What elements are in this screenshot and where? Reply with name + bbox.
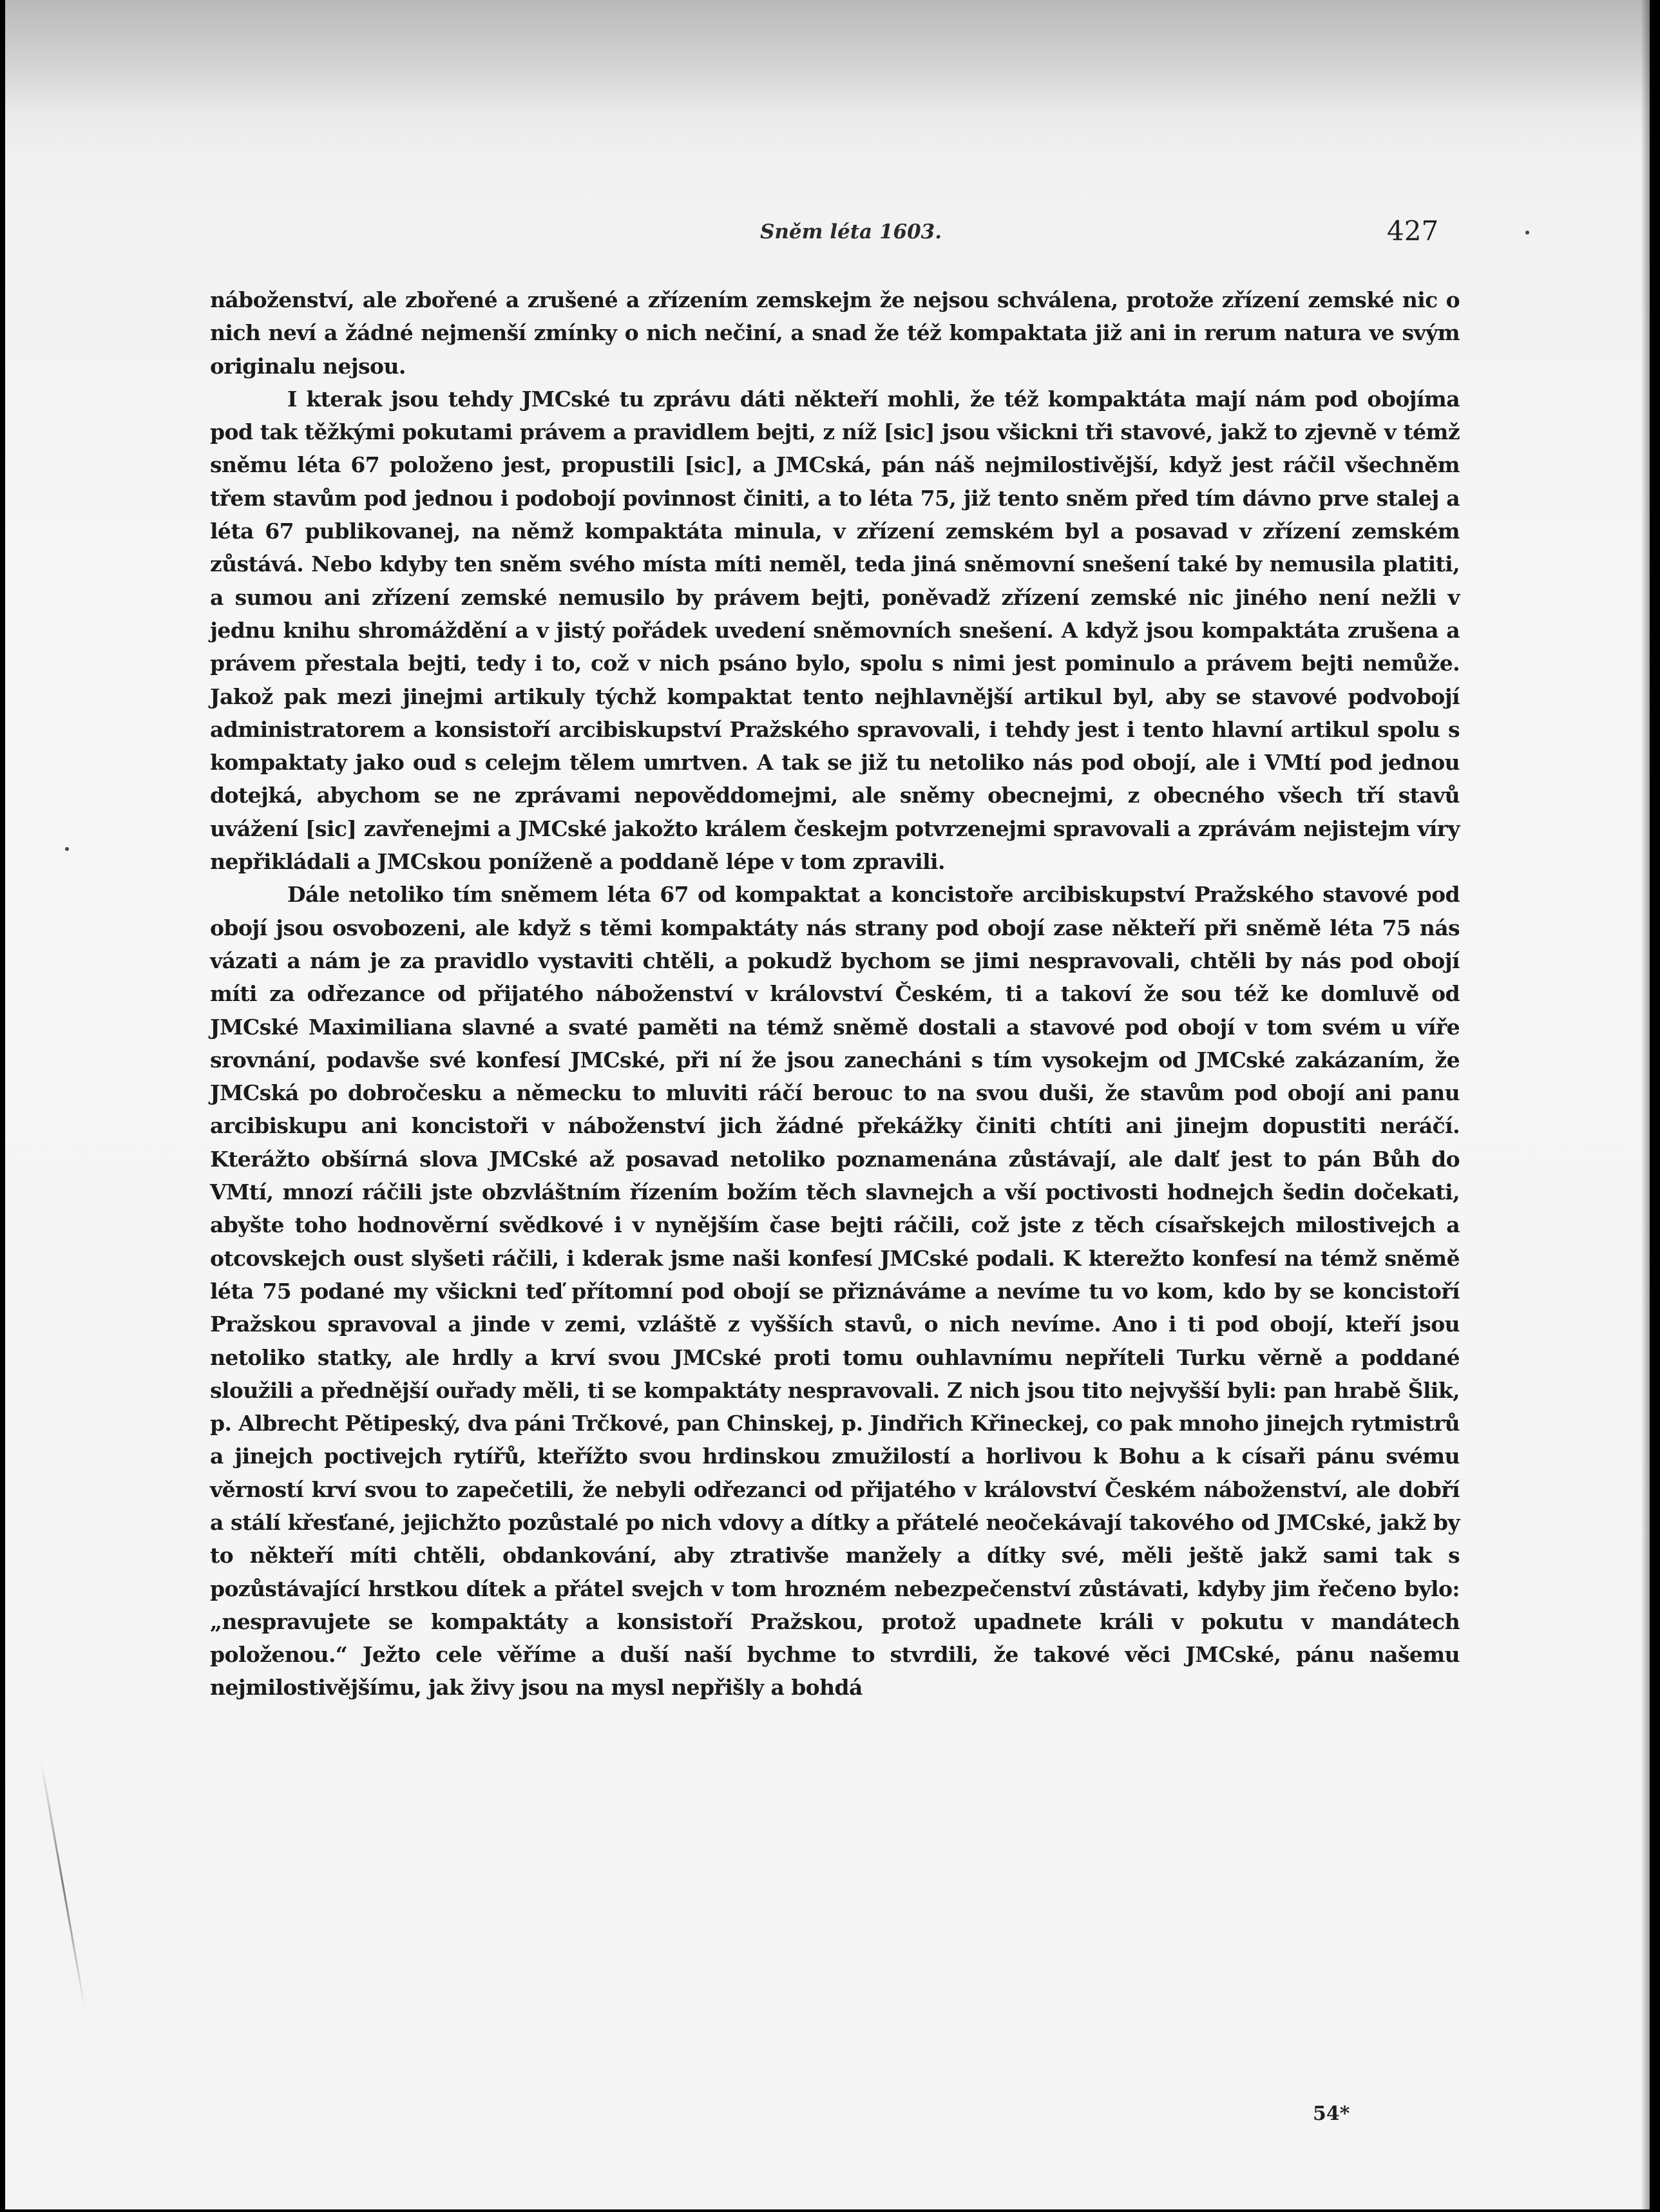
paragraph: I kterak jsou tehdy JMCské tu zprávu dáti někteří mohli, že též kompaktáta mají nám pod obojíma pod tak těžkými pokutami právem a pravidlem bejti, z níž [sic] jsou všickni tři stavové, jakž to zjevně v témž sněmu léta 67 položeno jest, propustili [sic], a JMCská, pán náš nejmilostivější, když jest ráčil všechněm třem stavům pod jednou i podobojí povinnost činiti, a to léta 75, již tento sněm před tím dávno prve stalej a léta 67 publikovanej, na němž kompaktáta minula, v zřízení zemském byl a posavad v zřízení zemském zůstává. Nebo kdyby ten sněm svého místa míti neměl, teda jiná sněmovní snešení také by nemusila platiti, a sumou ani zřízení zemské nemusilo by právem bejti, poněvadž zřízení zemské nic jiného není nežli v jednu knihu shromáždění a v jistý pořádek uvedení sněmovních snešení. A když jsou kompaktáta zrušena a právem přestala bejti, tedy i to, což v nich psáno bylo, spolu s nimi jest pominulo a právem bejti nemůže. Jakož pak mezi jinejmi artikuly týchž kompaktat tento nejhlavnější artikul byl, aby se stavové podvobojí administratorem a konsistoří arcibiskupství Pražského spravovali, i tehdy jest i tento hlavní artikul spolu s kompaktaty jako oud s celejm tělem umrtven. A tak se již tu netoliko nás pod obojí, ale i VMtí pod jednou dotejká, abychom se ne zprávami nepověddomejmi, ale sněmy obecnejmi, z obecného všech tří stavů uvážení [sic] zavřenejmi a JMCské jakožto králem českejm potvrzenejmi spravovali a zprávám nejistejm víry nepřikládali a JMCskou poníženě a poddaně lépe v tom zpravili. [210, 386, 1460, 875]
scan-right-edge [1641, 0, 1650, 2209]
document-page [5, 0, 1650, 2209]
speck-mark [1525, 231, 1529, 234]
paragraph: Dále netoliko tím sněmem léta 67 od kompaktat a koncistoře arcibiskupství Pražského stavové pod obojí jsou osvobozeni, ale když s těmi kompaktáty nás strany pod obojí zase někteří při sněmě léta 75 nás vázati a nám je za pravidlo vystaviti chtěli, a pokudž bychom se jimi nespravovali, chtěli by nás pod obojí míti za odřezance od přijatého náboženství v království Českém, ti a takoví že sou též ke domluvě od JMCské Maximiliana slavné a svaté paměti na témž sněmě dostali a stavové pod obojí v tom svém u víře srovnání, podavše své konfesí JMCské, při ní že jsou zanecháni s tím vysokejm od JMCské zakázaním, že JMCská po dobročesku a německu to mluviti ráčí berouc to na svou duši, že stavům pod obojí ani panu arcibiskupu ani koncistoři v náboženství jich žádné překážky činiti chtíti ani jinejm dopustiti neráčí. Kterážto obšírná slova JMCské až posavad netoliko poznamenána zůstávají, ale dalť jest to pán Bůh do VMtí, mnozí ráčili jste obzvláštním řízením božím těch slavnejch a vší poctivosti hodnejch šedin dočekati, abyšte toho hodnověrní svědkové i v nynějším čase bejti ráčili, což jste z těch císařskejch milostivejch a otcovskejch oust slyšeti ráčili, i kderak jsme naši konfesí JMCské podali. K kterežto konfesí na témž sněmě léta 75 podané my všickni teď přítomní pod obojí se přiznáváme a nevíme tu vo kom, kdo by se koncistoří Pražskou spravoval a jinde v zemi, vzláště z vyšších stavů, o nich nevíme. Ano i ti pod obojí, kteří jsou netoliko statky, ale hrdly a krví svou JMCské proti tomu ouhlavnímu nepříteli Turku věrně a poddané sloužili a přednější ouřady měli, ti se kompaktáty nespravovali. Z nich jsou tito nejvyšší byli: pan hrabě Šlik, p. Albrecht Pětipeský, dva páni Trčkové, pan Chinskej, p. Jindřich Křineckej, co pak mnoho jinejch rytmistrů a jinejch poctivejch rytířů, kteřížto svou hrdinskou zmužilostí a horlivou k Bohu a k císaři pánu svému věrností krví svou to zapečetili, že nebyli odřezanci od přijatého v království Českém náboženství, ale dobří a stálí křesťané, jejichžto pozůstalé po nich vdovy a dítky a přátelé neočekávají takového od JMCské, jakž by to někteří míti chtěli, obdankování, aby ztrativše manžely a dítky své, měli ještě jakž sami tak s pozůstávající hrstkou dítek a přátel svejch v tom hrozném nebezpečenství zůstávati, kdyby jim řečeno bylo: „nespravujete se kompaktáty a konsistoří Pražskou, protož upadnete králi v pokutu v mandátech položenou.“ Ježto cele věříme a duší naší bychme to stvrdili, že takové věci JMCské, pánu našemu nejmilostivějšímu, jak živy jsou na mysl nepřišly a bohdá [210, 882, 1460, 1701]
running-title: Sněm léta 1603. [760, 220, 942, 243]
scan-shadow [5, 0, 1650, 116]
signature-mark: 54* [1313, 2102, 1350, 2125]
scan-margin-mark [40, 1760, 86, 2008]
speck-mark [65, 847, 69, 851]
main-text [210, 283, 1460, 1704]
page-number: 427 [1387, 215, 1439, 247]
paragraph: náboženství, ale zbořené a zrušené a zřízením zemskejm že nejsou schválena, protože zřízení zemské nic o nich neví a žádné nejmenší zmínky o nich nečiní, a snad že též kompaktata již ani in rerum natura ve svým originalu nejsou. [210, 287, 1460, 379]
